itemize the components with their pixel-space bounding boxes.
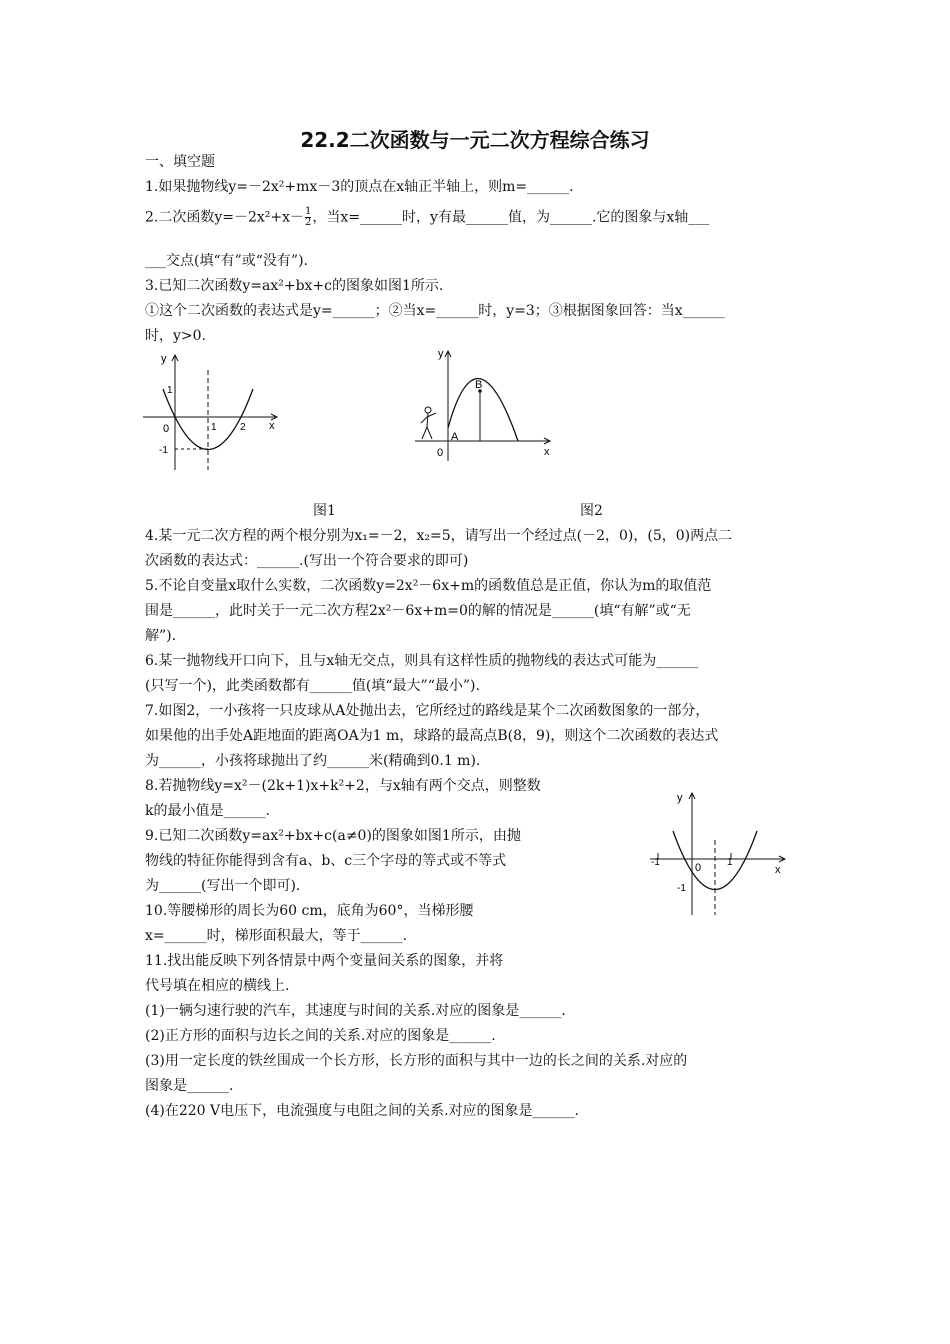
question-8-line1: 8.若抛物线y=x²－(2k+1)x+k²+2，与x轴有两个交点，则整数 xyxy=(145,778,541,794)
fig3-tick-neg1y: -1 xyxy=(677,883,686,894)
fig3-x-label: x xyxy=(775,864,781,876)
figure-1-graph xyxy=(135,345,285,480)
question-10-line2: x=______时，梯形面积最大，等于______. xyxy=(145,928,408,944)
figure-3-graph xyxy=(645,785,795,920)
fig3-origin: 0 xyxy=(695,862,702,874)
question-11-item-2: (2)正方形的面积与边长之间的关系.对应的图象是______. xyxy=(145,1028,496,1044)
fig2-y-label: y xyxy=(438,348,444,360)
question-2-line1 xyxy=(145,207,709,228)
figure-2-caption: 图2 xyxy=(580,503,603,519)
question-2-line2: ___交点(填“有”或“没有”). xyxy=(145,253,309,269)
fig1-x-label: x xyxy=(269,420,275,432)
question-9-line2: 物线的特征你能得到含有a、b、c三个字母的等式或不等式 xyxy=(145,853,507,869)
fig2-origin: 0 xyxy=(437,447,444,459)
page-title: 22.2二次函数与一元二次方程综合练习 xyxy=(300,128,650,152)
fig2-point-b: B xyxy=(475,379,483,391)
question-7-line2: 如果他的出手处A距地面的距离OA为1 m，球路的最高点B(8，9)，则这个二次函数的表达式 xyxy=(145,728,719,744)
fig3-tick-neg1x: -1 xyxy=(651,857,660,868)
section-heading: 一、填空题 xyxy=(145,154,215,170)
question-11-item-4: (4)在220 V电压下，电流强度与电阻之间的关系.对应的图象是______. xyxy=(145,1103,580,1119)
question-3-line1: 3.已知二次函数y=ax²+bx+c的图象如图1所示. xyxy=(145,278,444,294)
question-7-line1: 7.如图2，一小孩将一只皮球从A处抛出去，它所经过的路线是某个二次函数图象的一部分， xyxy=(145,703,710,719)
question-11-item-3-line2: 图象是______. xyxy=(145,1078,234,1094)
question-6-line2: (只写一个)，此类函数都有______值(填“最大”“最小”). xyxy=(145,678,480,694)
fig2-point-a: A xyxy=(451,431,459,443)
question-3-line3: 时，y>0. xyxy=(145,328,206,344)
question-4-line1: 4.某一元二次方程的两个根分别为x₁=－2，x₂=5，请写出一个经过点(－2，0)，(5，0)两点二 xyxy=(145,528,733,544)
question-11-line2: 代号填在相应的横线上. xyxy=(145,978,290,994)
question-7-line3: 为______，小孩将球抛出了约______米(精确到0.1 m). xyxy=(145,753,481,769)
question-1: 1.如果抛物线y=－2x²+mx－3的顶点在x轴正半轴上，则m=______. xyxy=(145,179,574,195)
fig2-x-label: x xyxy=(544,446,550,458)
figure-1-caption: 图1 xyxy=(313,503,336,519)
question-2-part-b: ，当x=______时，y有最______值，为______.它的图象与x轴___ xyxy=(312,209,710,226)
question-2-part-a: 2.二次函数y=－2x²+x－ xyxy=(145,209,305,226)
question-9-line1: 9.已知二次函数y=ax²+bx+c(a≠0)的图象如图1所示，由抛 xyxy=(145,828,521,844)
fig1-tick-x1: 1 xyxy=(211,422,217,433)
fig3-y-label: y xyxy=(677,792,683,804)
question-5-line3: 解”). xyxy=(145,628,177,644)
question-11-item-3-line1: (3)用一定长度的铁丝围成一个长方形，长方形的面积与其中一边的长之间的关系.对应的 xyxy=(145,1053,688,1069)
fraction-half: $\frac{1}{2}$ xyxy=(305,206,312,228)
figure-2-graph xyxy=(410,343,560,468)
question-11-line1: 11.找出能反映下列各情景中两个变量间关系的图象，并将 xyxy=(145,953,504,969)
question-5-line1: 5.不论自变量x取什么实数，二次函数y=2x²－6x+m的函数值总是正值，你认为m的取值范 xyxy=(145,578,712,594)
question-6-line1: 6.某一抛物线开口向下，且与x轴无交点，则具有这样性质的抛物线的表达式可能为______ xyxy=(145,653,699,669)
question-11-item-1: (1)一辆匀速行驶的汽车，其速度与时间的关系.对应的图象是______. xyxy=(145,1003,566,1019)
question-5-line2: 围是______，此时关于一元二次方程2x²－6x+m=0的解的情况是______(填“有解”或“无 xyxy=(145,603,691,619)
question-3-line2: ①这个二次函数的表达式是y=______；②当x=______时，y=3；③根据图象回答：当x______ xyxy=(145,303,725,319)
fig1-tick-x2: 2 xyxy=(240,422,246,433)
question-9-line3: 为______(写出一个即可). xyxy=(145,878,301,894)
question-10-line1: 10.等腰梯形的周长为60 cm，底角为60°，当梯形腰 xyxy=(145,903,474,919)
question-8-line2: k的最小值是______. xyxy=(145,803,270,819)
fig1-origin: 0 xyxy=(163,423,170,435)
fig1-y-label: y xyxy=(161,353,167,365)
fig1-tick-neg1: -1 xyxy=(159,445,168,456)
fig3-tick-x1: 1 xyxy=(727,857,733,868)
child-figure xyxy=(421,407,436,439)
question-4-line2: 次函数的表达式：______.(写出一个符合要求的即可) xyxy=(145,553,469,569)
fig1-tick-y1: 1 xyxy=(167,385,173,396)
